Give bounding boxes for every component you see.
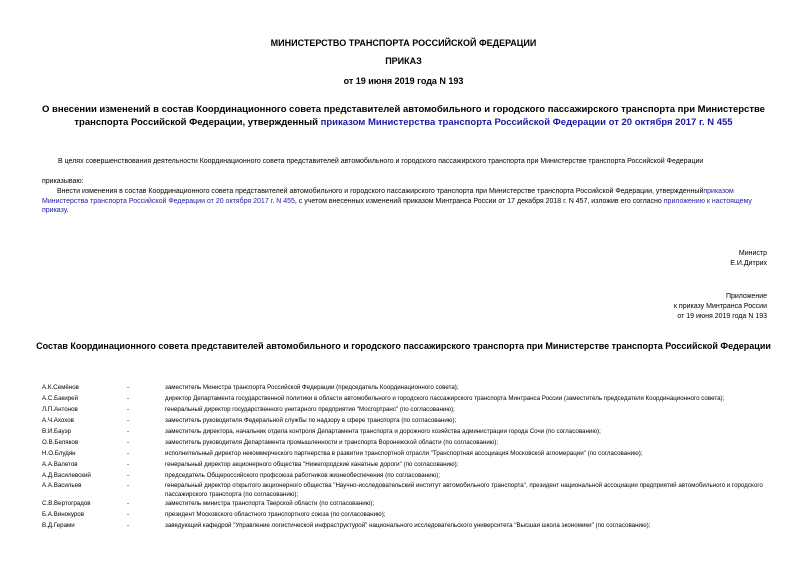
order-paragraph-text: Внести изменения в состав Координационного совета представителей автомобильного и городского пассажирского транспорта при Министерстве транспорта Российской Федерации, утвержденный	[57, 188, 704, 195]
order-paragraph	[42, 187, 767, 216]
member-role: заместитель министра транспорта Тверской области (по согласованию);	[165, 500, 375, 507]
member-role: заместитель Министра транспорта Российской Федерации (председатель Координационного совета);	[165, 384, 459, 391]
member-dash: -	[127, 428, 130, 435]
member-dash: -	[127, 472, 130, 479]
member-name: С.В.Вертоградов	[42, 500, 91, 507]
member-role: заместитель руководителя Федеральной службы по надзору в сфере транспорта (по согласованию);	[165, 417, 457, 424]
member-role: исполнительный директор некоммерческого партнерства в развитии транспортной отрасли "Транспортная ассоциация Московской агломерации" (по согласованию);	[165, 450, 643, 457]
member-role: генеральный директор акционерного общества "Нижегородские канатные дороги" (по согласованию);	[165, 461, 459, 468]
doc-date-number: от 19 июня 2019 года N 193	[343, 76, 464, 86]
member-name: А.А.Валетов	[42, 461, 78, 468]
member-dash: -	[127, 417, 130, 424]
appendix-line-1: Приложение	[725, 293, 767, 300]
order-word: приказываю:	[42, 178, 84, 185]
member-dash: -	[127, 511, 130, 518]
member-name: Б.А.Винокуров	[42, 511, 85, 518]
member-role: генеральный директор государственного унитарного предприятия "Мосгортранс" (по согласованию);	[165, 406, 455, 413]
member-name: В.Д.Герами	[42, 522, 75, 529]
member-name: А.Ч.Ахохов	[42, 417, 74, 424]
appendix-line-2: к приказу Минтранса России	[673, 303, 767, 310]
order-title	[30, 103, 777, 129]
member-dash: -	[127, 450, 130, 457]
member-role: заведующий кафедрой "Управление логистической инфраструктурой" национального исследовательского университета "Высшая школа экономики" (по согласованию);	[165, 522, 651, 529]
doc-type-heading: ПРИКАЗ	[385, 56, 422, 66]
member-dash: -	[127, 500, 130, 507]
member-name: Н.О.Блудян	[42, 450, 76, 457]
member-name: О.В.Беляков	[42, 439, 79, 446]
signature-position: Министр	[738, 250, 767, 257]
order-title-text: О внесении изменений в состав Координационного совета представителей автомобильного и городского пассажирского транспорта при Министерстве транспорта Российской Федерации, утвержденный	[42, 104, 765, 128]
member-name: В.И.Бауэр	[42, 428, 72, 435]
order-title-link[interactable]: приказом Министерства транспорта Российской Федерации от 20 октября 2017 г. N 455	[320, 117, 733, 128]
member-dash: -	[127, 482, 130, 489]
member-dash: -	[127, 384, 130, 391]
member-role: заместитель руководителя Департамента промышленности и транспорта Воронежской области (по согласованию);	[165, 439, 499, 446]
appendix-reference	[674, 292, 767, 322]
member-name: А.К.Семёнов	[42, 384, 79, 391]
member-role: заместитель директора, начальник отдела контроля Департамента транспорта и дорожного хозяйства администрации города Сочи (по согласованию);	[165, 428, 601, 435]
signature-block	[730, 249, 767, 269]
order-paragraph-mid: , с учетом внесенных изменений приказом Минтранса России от 17 декабря 2018 г. N 457, изложив его согласно	[294, 197, 664, 205]
member-name: А.С.Бакирей	[42, 395, 79, 402]
member-role: генеральный директор открытого акционерного общества "Научно-исследовательский институт автомобильного транспорта", президент национальной ассоциации предприятий автомобильного и городского пассажирского транспорта (по согласованию);	[165, 482, 763, 498]
member-name: Л.П.Антонов	[42, 406, 78, 413]
member-role: директор Департамента государственной политики в области автомобильного и городского пассажирского транспорта Минтранса России (заместитель председателя Координационного совета);	[165, 395, 725, 402]
member-dash: -	[127, 395, 130, 402]
appendix-link[interactable]: приложению к настоящему приказу	[42, 197, 752, 214]
appendix-line-3: от 19 июня 2019 года N 193	[677, 313, 767, 320]
member-role: председатель Общероссийского профсоюза работников жизнеобеспечения (по согласованию);	[165, 472, 441, 479]
member-role: президент Московского областного транспортного союза (по согласованию);	[165, 511, 386, 518]
signature-name: Е.И.Дитрих	[730, 260, 767, 267]
ministry-heading: МИНИСТЕРСТВО ТРАНСПОРТА РОССИЙСКОЙ ФЕДЕРАЦИИ	[270, 38, 537, 48]
order-paragraph-end: .	[66, 207, 69, 214]
appendix-title: Состав Координационного совета представителей автомобильного и городского пассажирского транспорта при Министерстве транспорта Российской Федерации	[36, 341, 771, 351]
order-paragraph-link[interactable]: приказом Министерства транспорта Российской Федерации от 20 октября 2017 г. N 455	[42, 188, 734, 205]
intro-paragraph: В целях совершенствования деятельности Координационного совета представителей автомобильного и городского пассажирского транспорта при Министерстве транспорта Российской Федерации	[58, 158, 704, 165]
member-name: А.Д.Василевский	[42, 472, 91, 479]
member-dash: -	[127, 439, 130, 446]
member-dash: -	[127, 406, 130, 413]
member-dash: -	[127, 461, 130, 468]
member-name: А.А.Васильев	[42, 482, 82, 489]
member-dash: -	[127, 522, 130, 529]
